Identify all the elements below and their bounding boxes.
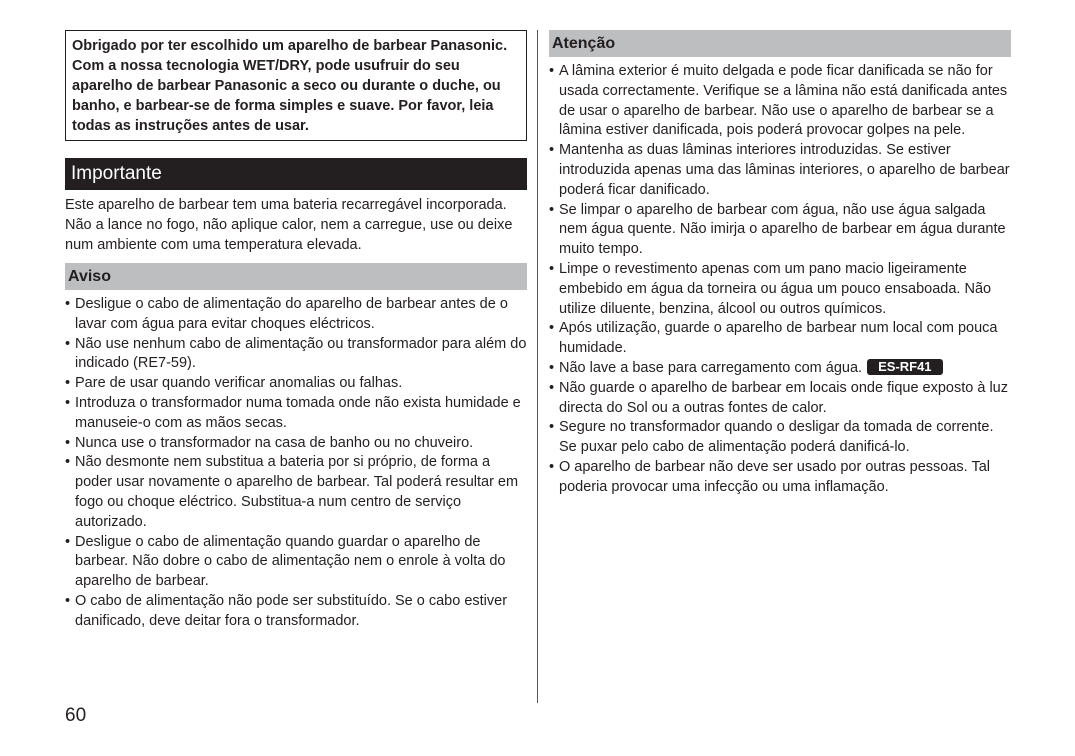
aviso-item: • Nunca use o transformador na casa de banho ou no chuveiro. (65, 434, 527, 454)
aviso-item: • Não desmonte nem substitua a bateria por si próprio, de forma a poder usar novamente o aparelho de barbear. Tal poderá resultar em fogo ou choque eléctrico. Substitua-a num centro de serviço autorizado. (65, 453, 527, 532)
atencao-item: • Se limpar o aparelho de barbear com água, não use água salgada nem água quente. Não imirja o aparelho de barbear em água durante muito tempo. (549, 201, 1011, 260)
aviso-item: • Introduza o transformador numa tomada onde não exista humidade e manuseie-o com as mãos secas. (65, 394, 527, 434)
atencao-list (549, 62, 1011, 498)
atencao-item-text: Não lave a base para carregamento com água. (559, 359, 863, 376)
atencao-item: • Não guarde o aparelho de barbear em locais onde fique exposto à luz directa do Sol ou a outras fontes de calor. (549, 379, 1011, 419)
right-column (549, 30, 1011, 498)
page-number: 60 (65, 705, 87, 726)
aviso-heading: Aviso (65, 263, 527, 290)
atencao-item: • A lâmina exterior é muito delgada e pode ficar danificada se não for usada correctamente. Verifique se a lâmina não está danificada antes de usar o aparelho de barbear. Não use o aparelho de barbear se a lâmina estiver danificada, pois poderá provocar golpes na pele. (549, 62, 1011, 141)
aviso-item: • O cabo de alimentação não pode ser substituído. Se o cabo estiver danificado, deve deitar fora o transformador. (65, 592, 527, 632)
aviso-item: • Pare de usar quando verificar anomalias ou falhas. (65, 374, 527, 394)
atencao-heading: Atenção (549, 30, 1011, 57)
aviso-item: • Não use nenhum cabo de alimentação ou transformador para além do indicado (RE7-59). (65, 335, 527, 375)
atencao-item: • Limpe o revestimento apenas com um pano macio ligeiramente embebido em água da torneira ou água um pouco ensaboada. Não utilize diluente, benzina, álcool ou outros químicos. (549, 260, 1011, 319)
intro-box: Obrigado por ter escolhido um aparelho de barbear Panasonic. Com a nossa tecnologia WET/DRY, pode usufruir do seu aparelho de barbear Panasonic a seco ou durante o duche, ou banho, e barbear-se de forma simples e suave. Por favor, leia todas as instruções antes de usar. (65, 30, 527, 141)
aviso-item: • Desligue o cabo de alimentação quando guardar o aparelho de barbear. Não dobre o cabo de alimentação nem o enrole à volta do aparelho de barbear. (65, 533, 527, 592)
atencao-item: • O aparelho de barbear não deve ser usado por outras pessoas. Tal poderia provocar uma infecção ou uma inflamação. (549, 458, 1011, 498)
atencao-item: • Segure no transformador quando o desligar da tomada de corrente. Se puxar pelo cabo de alimentação poderá danificá-lo. (549, 418, 1011, 458)
importante-heading: Importante (65, 158, 527, 190)
aviso-list (65, 295, 527, 632)
model-badge: ES-RF41 (867, 359, 942, 375)
importante-text: Este aparelho de barbear tem uma bateria recarregável incorporada. Não a lance no fogo, não aplique calor, nem a carregue, use ou deixe num ambiente com uma temperatura elevada. (65, 197, 513, 253)
atencao-item: • Após utilização, guarde o aparelho de barbear num local com pouca humidade. (549, 319, 1011, 359)
atencao-item (549, 359, 1011, 379)
left-column (65, 30, 527, 632)
aviso-item: • Desligue o cabo de alimentação do aparelho de barbear antes de o lavar com água para evitar choques eléctricos. (65, 295, 527, 335)
column-divider (537, 30, 538, 703)
atencao-item: • Mantenha as duas lâminas interiores introduzidas. Se estiver introduzida apenas uma das lâminas interiores, o aparelho de barbear poderá ficar danificado. (549, 141, 1011, 200)
